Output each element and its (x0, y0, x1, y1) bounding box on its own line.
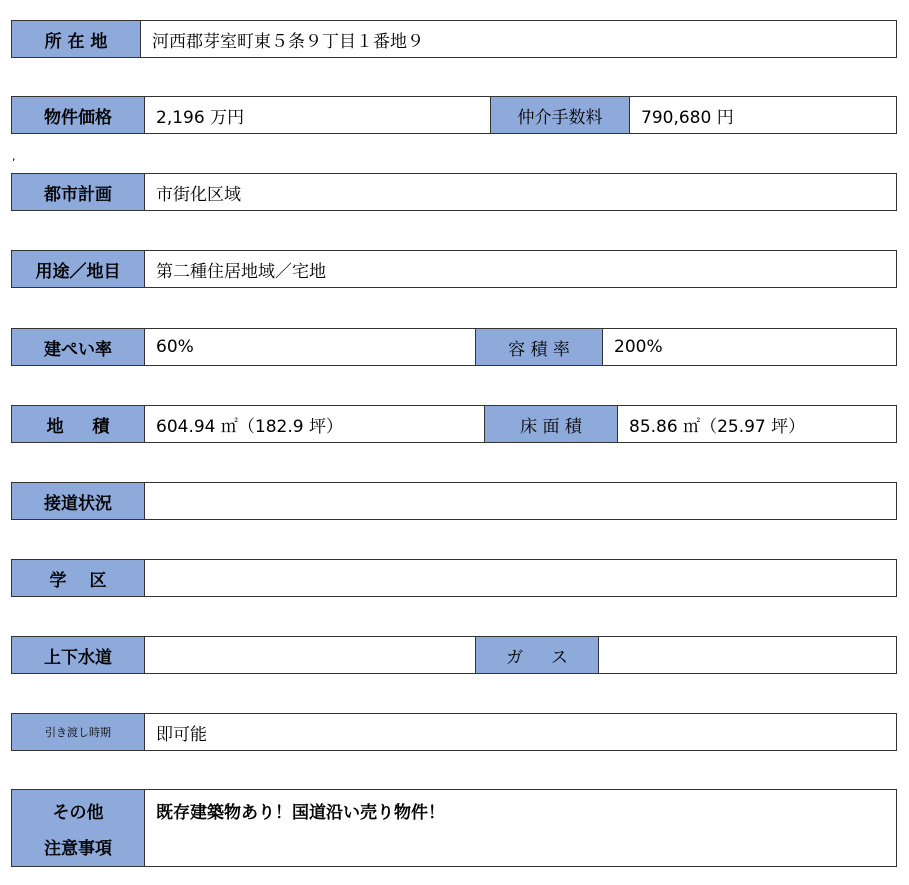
price-row (11, 96, 897, 134)
handover-label: 引き渡し時期 (12, 714, 145, 750)
area-row (11, 405, 897, 443)
gas-value (599, 637, 610, 673)
coverage-label: 建ぺい率 (12, 329, 145, 365)
use-land-value: 第二種住居地域／宅地 (156, 261, 326, 282)
coverage-row (11, 328, 897, 366)
price-value: 2,196 万円 (156, 107, 245, 128)
water-value (145, 637, 475, 673)
price-label: 物件価格 (12, 97, 145, 133)
notes-label-line1: その他 (52, 802, 104, 823)
notes-label (12, 790, 145, 866)
far-value: 200% (614, 337, 663, 357)
notes-value: 既存建築物あり！国道沿い売り物件！ (156, 803, 445, 823)
city-planning-label: 都市計画 (12, 174, 145, 210)
use-land-label: 用途／地目 (12, 251, 145, 287)
water-row (11, 636, 897, 674)
school-row (11, 559, 897, 597)
handover-row (11, 713, 897, 751)
notes-label-line2: 注意事項 (44, 838, 112, 859)
fee-value: 790,680 円 (641, 107, 734, 128)
school-value (145, 560, 156, 596)
area-value: 604.94 ㎡（182.9 坪） (156, 416, 343, 437)
water-label: 上下水道 (12, 637, 145, 673)
location-value: 河西郡芽室町東５条９丁目１番地９ (152, 31, 424, 52)
handover-value: 即可能 (156, 724, 207, 745)
location-row (11, 20, 897, 58)
use-land-row (11, 250, 897, 288)
location-label: 所 在 地 (12, 21, 141, 57)
road-row (11, 482, 897, 520)
coverage-value: 60% (156, 337, 194, 357)
stray-mark: , (12, 150, 16, 163)
city-planning-value: 市街化区域 (156, 184, 241, 205)
city-planning-row (11, 173, 897, 211)
road-label: 接道状況 (12, 483, 145, 519)
gas-label: ガ ス (475, 637, 599, 673)
area-label: 地 積 (12, 406, 145, 442)
notes-row (11, 789, 897, 867)
floor-area-label: 床 面 積 (484, 406, 618, 442)
fee-label: 仲介手数料 (490, 97, 630, 133)
floor-area-value: 85.86 ㎡（25.97 坪） (629, 416, 806, 437)
school-label: 学 区 (12, 560, 145, 596)
far-label: 容 積 率 (475, 329, 603, 365)
road-value (145, 483, 156, 519)
